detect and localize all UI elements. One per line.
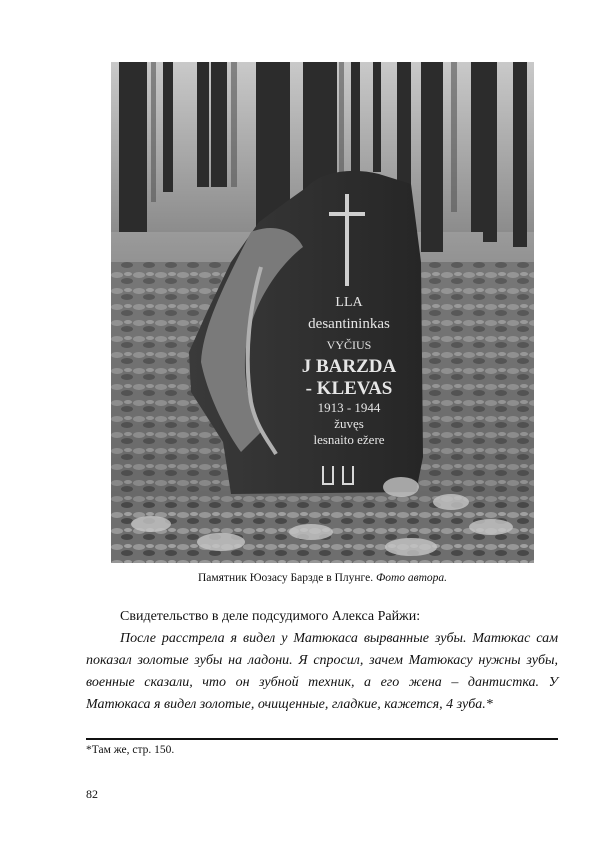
inscription-line: - KLEVAS [305, 378, 393, 399]
inscription-line: J BARZDA [301, 356, 397, 377]
inscription-line: lesnaito ežere [313, 432, 385, 447]
monument-photo-image [111, 62, 534, 563]
footnote-divider [86, 738, 558, 740]
page-number: 82 [86, 787, 98, 801]
inscription-line: 1913 - 1944 [317, 400, 381, 415]
caption-credit: Фото автора. [375, 572, 448, 584]
inscription-line: desantininkas [308, 316, 390, 332]
body-text [86, 606, 558, 716]
inscription-line: LLA [335, 295, 363, 310]
monument-photo [111, 62, 534, 563]
lead-paragraph: Свидетельство в деле подсудимого Алекса Райжи: [120, 609, 421, 624]
inscription-line: žuvęs [334, 416, 364, 431]
photo-caption [111, 571, 534, 585]
quote-paragraph: После расстрела я видел у Матюкаса вырванные зубы. Матюкас сам показал золотые зубы на ладони. Я спросил, зачем Матюкасу нужны зубы, военные сказали, что он зубной техник, а его жена – дантистка. У Матюкаса я видел золотые, очищенные, гладкие, кажется, 4 зуба.* [86, 631, 558, 712]
footnote: *Там же, стр. 150. [86, 744, 175, 756]
inscription-line: VYČIUS [326, 338, 372, 352]
caption-text: Памятник Юозасу Барзде в Плунге. [197, 572, 374, 584]
